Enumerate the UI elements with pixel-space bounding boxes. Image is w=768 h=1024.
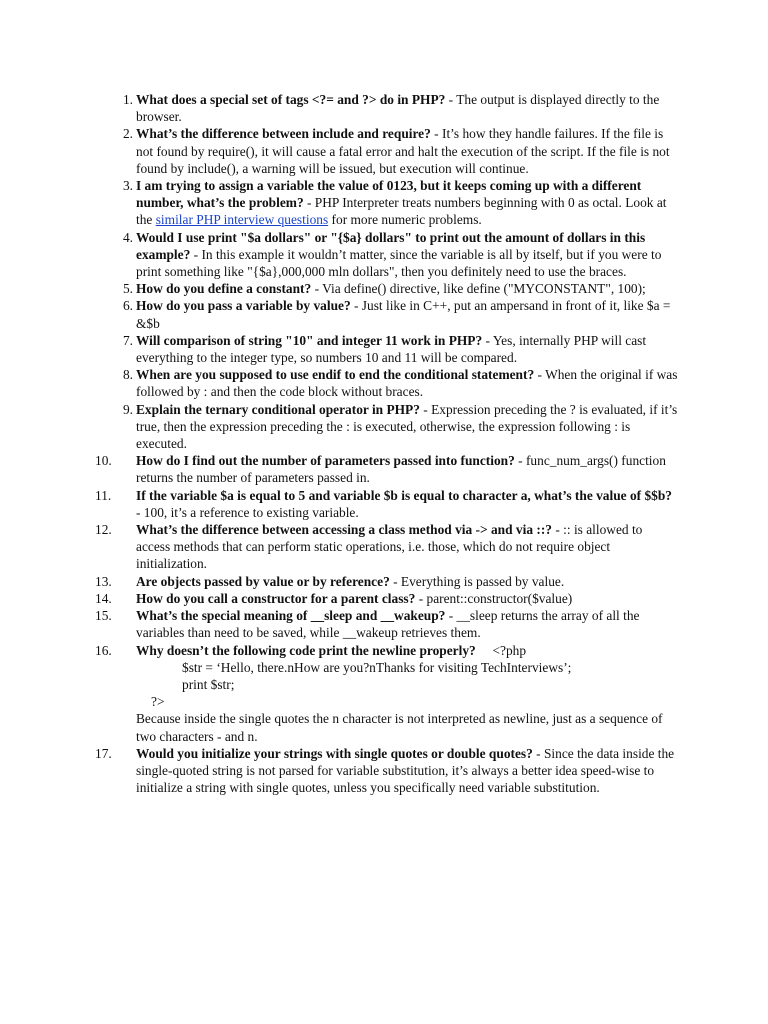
- list-item: [99, 125, 678, 177]
- answer-text: - Everything is passed by value.: [389, 573, 565, 589]
- answer-text: <?php: [475, 642, 527, 658]
- answer-text: - __sleep returns the array of all the variables than need to be saved, while __wakeup retrieves them.: [136, 608, 640, 641]
- list-item: [95, 452, 678, 486]
- question-text: Why doesn’t the following code print the newline properly?: [136, 642, 476, 658]
- question-text: Would I use print "$a dollars" or "{$a} dollars" to print out the amount of dollars in this example?: [136, 229, 646, 262]
- item-number: 15.: [95, 608, 112, 624]
- answer-text: - 100, it’s a reference to existing variable.: [136, 504, 359, 520]
- list-item: [95, 521, 678, 573]
- list-item: [99, 297, 678, 331]
- list-item: [95, 607, 678, 641]
- answer-text: - func_num_args() function returns the number of parameters passed in.: [136, 453, 666, 486]
- item-number: 8.: [122, 367, 133, 383]
- list-item: [99, 229, 678, 281]
- item-number: 5.: [122, 281, 133, 297]
- item-number: 6.: [122, 298, 133, 314]
- item-number: 4.: [122, 229, 133, 245]
- answer-text: - PHP Interpreter treats numbers beginning with 0 as octal. Look at the: [136, 195, 667, 228]
- item-number: 13.: [95, 573, 112, 589]
- list-item: [99, 366, 678, 400]
- item-number: 12.: [95, 522, 112, 538]
- answer-text: - When the original if was followed by : and then the code block without braces.: [136, 367, 678, 400]
- question-text: Explain the ternary conditional operator in PHP?: [136, 401, 420, 417]
- code-line: ?>: [151, 694, 165, 710]
- question-text: Will comparison of string "10" and integer 11 work in PHP?: [136, 332, 483, 348]
- item-number: 7.: [122, 332, 133, 348]
- question-text: If the variable $a is equal to 5 and variable $b is equal to character a, what’s the value of $$b?: [136, 487, 672, 503]
- answer-text: - The output is displayed directly to the browser.: [136, 92, 660, 125]
- item-number: 11.: [95, 487, 112, 503]
- item-number: 9.: [122, 401, 133, 417]
- code-line: print $str;: [182, 676, 235, 692]
- answer-text: - Yes, internally PHP will cast everything to the integer type, so numbers 10 and 11 will be compared.: [136, 332, 647, 366]
- answer-text: - Just like in C++, put an ampersand in front of it, like $a = &$b: [136, 298, 671, 331]
- answer-text: - parent::constructor($value): [415, 590, 573, 606]
- question-text: How do you define a constant?: [136, 281, 312, 297]
- item-number: 2.: [122, 126, 133, 142]
- list-item: [99, 280, 678, 297]
- list-item: [99, 91, 678, 125]
- list-item: [95, 642, 678, 745]
- item-number: 14.: [95, 590, 112, 606]
- question-text: How do I find out the number of parameters passed into function?: [136, 453, 515, 469]
- item-number: 3.: [122, 178, 133, 194]
- answer-explanation: Because inside the single quotes the n character is not interpreted as newline, just as a sequence of two characters - and n.: [136, 711, 663, 744]
- question-text: Are objects passed by value or by reference?: [136, 573, 390, 589]
- answer-text: - Since the data inside the single-quoted string is not parsed for variable substitution, it’s always a better idea speed-wise to initialize a string with single quotes, unless you specifically need variable substitution.: [136, 745, 675, 796]
- list-item: [95, 487, 678, 521]
- answer-text: - In this example it wouldn’t matter, since the variable is all by itself, but if you were to print something like "{$a},000,000 mln dollars", then you definitely need to use the braces.: [136, 246, 662, 280]
- item-number: 1.: [122, 92, 133, 107]
- list-item: [95, 745, 678, 797]
- list-item: [99, 401, 678, 453]
- list-item: [95, 573, 678, 590]
- question-text: I am trying to assign a variable the value of 0123, but it keeps coming up with a different number, what’s the problem?: [136, 178, 642, 211]
- question-text: What’s the difference between include and require?: [136, 126, 431, 142]
- question-text: When are you supposed to use endif to end the conditional statement?: [136, 367, 535, 383]
- answer-text: - Via define() directive, like define ("MYCONSTANT", 100);: [311, 281, 646, 297]
- question-text: What does a special set of tags <?= and ?> do in PHP?: [136, 92, 446, 107]
- answer-text-tail: for more numeric problems.: [328, 212, 482, 228]
- answer-text: - Expression preceding the ? is evaluated, if it’s true, then the expression preceding the : is executed, otherwise, the expression following : is executed.: [136, 401, 678, 452]
- php-question-list: [95, 91, 678, 796]
- question-text: What’s the special meaning of __sleep and __wakeup?: [136, 608, 446, 624]
- question-text: Would you initialize your strings with single quotes or double quotes?: [136, 745, 533, 761]
- item-number: 16.: [95, 642, 112, 658]
- item-number: 10.: [95, 453, 112, 469]
- list-item: [99, 177, 678, 229]
- list-item: [95, 590, 678, 607]
- answer-text: - It’s how they handle failures. If the file is not found by require(), it will cause a fatal error and halt the execution of the script. If the file is not found by include(), a warning will be issued, but execution will continue.: [136, 126, 670, 176]
- item-number: 17.: [95, 745, 112, 761]
- code-line: $str = ‘Hello, there.nHow are you?nThanks for visiting TechInterviews’;: [182, 659, 572, 675]
- question-text: How do you call a constructor for a parent class?: [136, 590, 416, 606]
- answer-text: - :: is allowed to access methods that can perform static operations, i.e. those, which do not require object initialization.: [136, 522, 643, 572]
- interview-questions-link[interactable]: similar PHP interview questions: [155, 212, 329, 228]
- question-text: How do you pass a variable by value?: [136, 298, 351, 314]
- question-text: What’s the difference between accessing a class method via -> and via ::?: [136, 522, 552, 538]
- list-item: [99, 332, 678, 366]
